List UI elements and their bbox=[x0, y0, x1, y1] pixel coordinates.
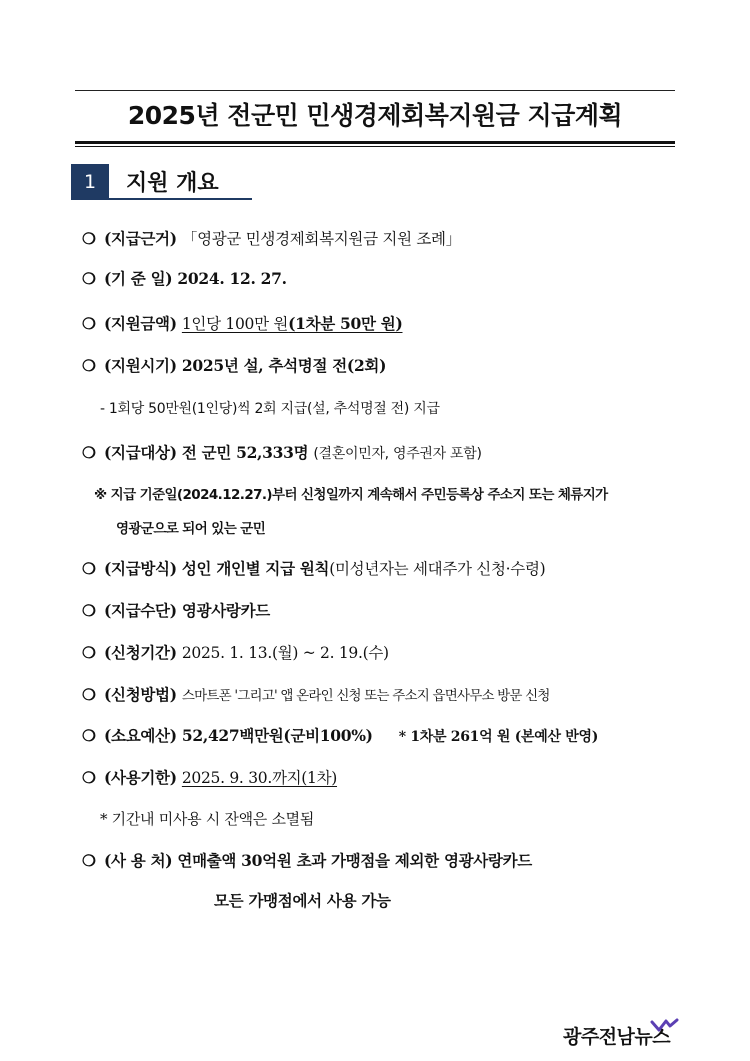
bullet-icon: ❍ bbox=[82, 356, 96, 375]
item-label: (지급방식) bbox=[104, 559, 177, 578]
item-text: 1인당 100만 원 bbox=[181, 315, 289, 333]
bullet-icon: ❍ bbox=[82, 559, 96, 578]
item-text: 2024. 12. 27. bbox=[177, 269, 287, 288]
item-amount bbox=[82, 313, 403, 335]
section-number-badge: 1 bbox=[71, 164, 109, 200]
item-text: 전 군민 52,333명 bbox=[181, 443, 309, 462]
item-text: 연매출액 30억원 초과 가맹점을 제외한 영광사랑카드 bbox=[177, 851, 532, 870]
bullet-icon: ❍ bbox=[82, 726, 96, 745]
item-text-bold: (1차분 50만 원) bbox=[288, 314, 403, 333]
item-timing bbox=[82, 355, 386, 377]
item-text: 2025. 9. 30.까지(1차) bbox=[181, 769, 338, 787]
bullet-icon: ❍ bbox=[82, 229, 96, 248]
title-bottom-rule-thick bbox=[75, 141, 675, 144]
item-label: (소요예산) bbox=[104, 726, 177, 745]
item-text: 52,427백만원(군비100%) bbox=[181, 726, 373, 745]
bullet-icon: ❍ bbox=[82, 314, 96, 333]
item-label: (사용기한) bbox=[104, 768, 177, 787]
item-label: (신청방법) bbox=[104, 685, 177, 704]
item-text: 2025년 설, 추석명절 전(2회) bbox=[181, 356, 387, 375]
section-underline bbox=[109, 198, 252, 200]
item-label: (지급수단) bbox=[104, 601, 177, 620]
item-base-date bbox=[82, 268, 287, 290]
item-label: (기 준 일) bbox=[104, 269, 173, 288]
item-label: (지원시기) bbox=[104, 356, 177, 375]
item-label: (지급근거) bbox=[104, 229, 177, 248]
item-label: (신청기간) bbox=[104, 643, 177, 662]
bullet-icon: ❍ bbox=[82, 643, 96, 662]
section-title: 지원 개요 bbox=[126, 171, 219, 196]
bullet-icon: ❍ bbox=[82, 685, 96, 704]
item-note: (미성년자는 세대주가 신청·수령) bbox=[329, 560, 546, 578]
brand-check-icon bbox=[650, 1018, 680, 1032]
deadline-note: * 기간내 미사용 시 잔액은 소멸됨 bbox=[100, 810, 315, 828]
item-period bbox=[82, 642, 389, 664]
item-method bbox=[82, 558, 545, 580]
item-budget bbox=[82, 725, 598, 748]
bullet-icon: ❍ bbox=[82, 443, 96, 462]
item-note: * 1차분 261억 원 (본예산 반영) bbox=[398, 729, 599, 745]
bullet-icon: ❍ bbox=[82, 269, 96, 288]
brand-logo-text: 광주전남뉴스 bbox=[563, 1026, 671, 1048]
item-label: (지원금액) bbox=[104, 314, 177, 333]
title-top-rule bbox=[75, 90, 675, 91]
usage-line2: 모든 가맹점에서 사용 가능 bbox=[214, 891, 391, 910]
bullet-icon: ❍ bbox=[82, 851, 96, 870]
item-label: (지급대상) bbox=[104, 443, 177, 462]
item-text: 「영광군 민생경제회복지원금 지원 조례」 bbox=[181, 230, 461, 248]
item-usage bbox=[82, 850, 532, 872]
item-means bbox=[82, 600, 270, 622]
item-basis bbox=[82, 228, 461, 250]
item-text: 성인 개인별 지급 원칙 bbox=[181, 559, 330, 578]
item-apply-method bbox=[82, 684, 550, 707]
bullet-icon: ❍ bbox=[82, 601, 96, 620]
item-text: 영광사랑카드 bbox=[181, 601, 270, 620]
item-text: 2025. 1. 13.(월) ~ 2. 19.(수) bbox=[181, 644, 389, 662]
item-target bbox=[82, 442, 482, 465]
item-deadline bbox=[82, 767, 337, 789]
item-label: (사 용 처) bbox=[104, 851, 173, 870]
document-title: 2025년 전군민 민생경제회복지원금 지급계획 bbox=[127, 101, 623, 130]
bullet-icon: ❍ bbox=[82, 768, 96, 787]
item-text: 스마트폰 '그리고' 앱 온라인 신청 또는 주소지 읍면사무소 방문 신청 bbox=[181, 688, 550, 704]
title-bottom-rule-thin bbox=[75, 146, 675, 147]
target-note-line2: 영광군으로 되어 있는 군민 bbox=[116, 521, 266, 537]
timing-note: - 1회당 50만원(1인당)씩 2회 지급(설, 추석명절 전) 지급 bbox=[100, 401, 440, 417]
item-note: (결혼이민자, 영주권자 포함) bbox=[313, 446, 482, 462]
target-note-line1: ※ 지급 기준일(2024.12.27.)부터 신청일까지 계속해서 주민등록상 주소지 또는 체류지가 bbox=[94, 487, 608, 503]
